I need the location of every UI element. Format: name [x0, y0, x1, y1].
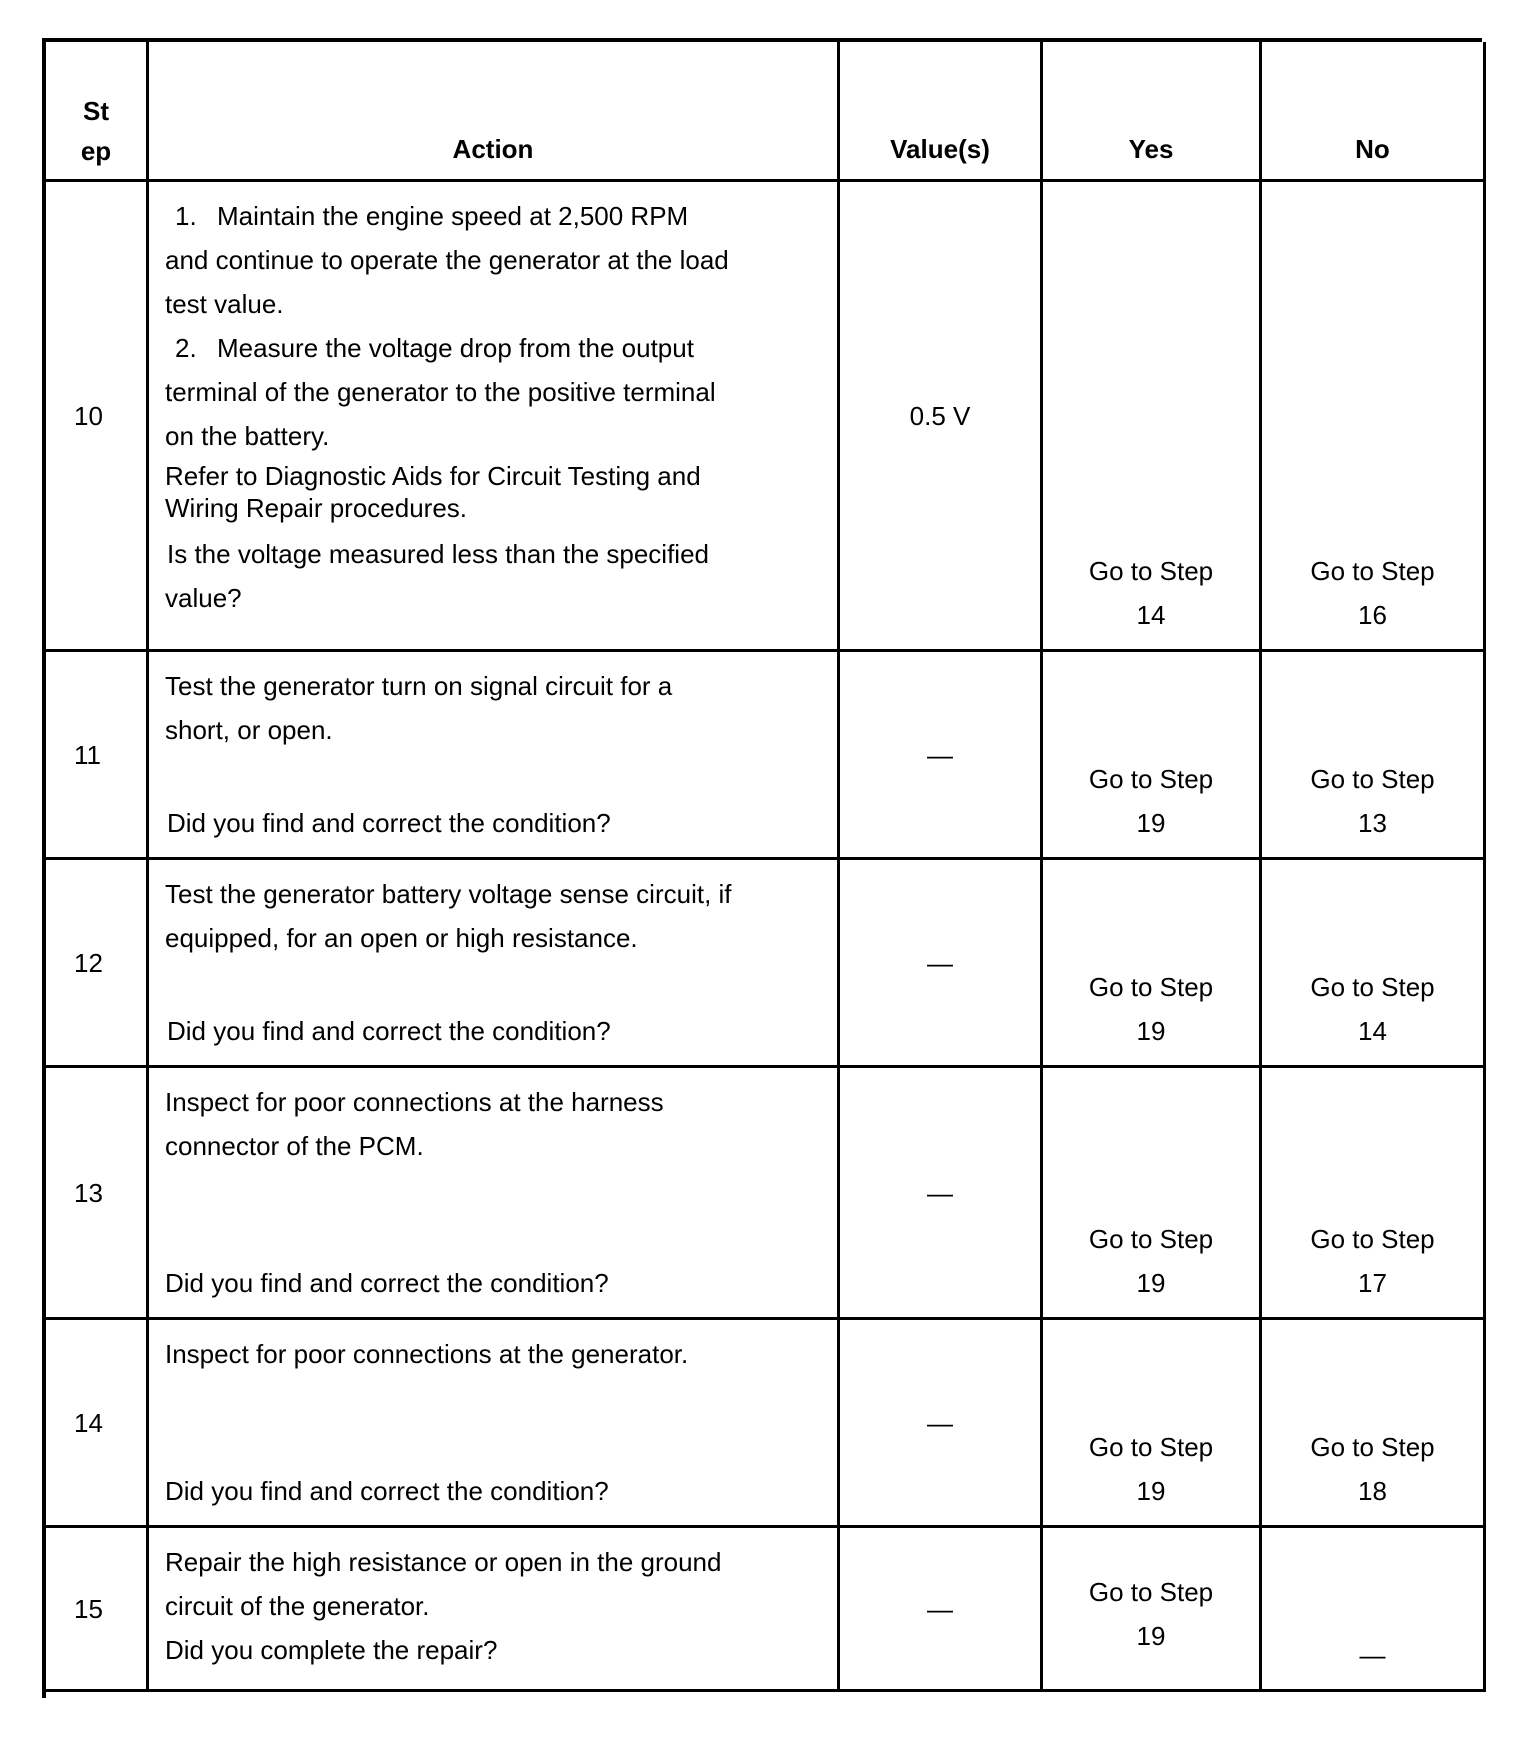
header-no: No — [1262, 42, 1486, 182]
action-text: Inspect for poor connections at the harness — [165, 1087, 664, 1117]
yes-cell — [1043, 1320, 1262, 1528]
goto-step: 13 — [1358, 808, 1387, 838]
goto-label: Go to Step — [1088, 1576, 1214, 1607]
step-number: 10 — [46, 182, 149, 652]
header-step-line2: ep — [80, 136, 112, 166]
goto-label: Go to Step — [1310, 1224, 1435, 1254]
list-number: 1. — [175, 201, 197, 231]
action-cell — [149, 182, 840, 652]
header-step-line1: St — [83, 96, 109, 126]
action-text: Maintain the engine speed at 2,500 RPM — [217, 201, 689, 231]
question-text: Did you find and correct the condition? — [165, 1268, 609, 1298]
action-text: short, or open. — [165, 715, 333, 745]
header-action: Action — [149, 42, 840, 182]
step-number: 15 — [46, 1528, 149, 1692]
note-text: Wiring Repair procedures. — [165, 493, 468, 523]
action-cell — [149, 1320, 840, 1528]
question-text: Did you find and correct the condition? — [167, 808, 611, 838]
note-text: Refer to Diagnostic Aids for Circuit Testing and — [165, 461, 701, 491]
yes-cell — [1043, 860, 1262, 1068]
question-text: Did you find and correct the condition? — [167, 1016, 611, 1046]
step-number: 11 — [46, 652, 149, 860]
question-text: Did you complete the repair? — [165, 1635, 498, 1665]
goto-label: Go to Step — [1088, 972, 1214, 1002]
list-number: 2. — [175, 333, 197, 363]
action-cell — [149, 652, 840, 860]
action-cell — [149, 1068, 840, 1320]
value-cell: — — [840, 652, 1043, 860]
goto-label: Go to Step — [1310, 1432, 1435, 1462]
question-text: Is the voltage measured less than the specified — [167, 539, 709, 569]
yes-cell — [1043, 652, 1262, 860]
action-text: on the battery. — [165, 421, 330, 451]
no-cell — [1262, 860, 1486, 1068]
header-values: Value(s) — [840, 42, 1043, 182]
goto-step: 19 — [1136, 1016, 1166, 1046]
goto-step: 19 — [1136, 1268, 1166, 1298]
goto-label: Go to Step — [1310, 972, 1435, 1002]
goto-label: Go to Step — [1310, 556, 1435, 586]
diagnostic-table — [42, 38, 1482, 1698]
action-cell — [149, 860, 840, 1068]
goto-label: Go to Step — [1088, 556, 1214, 586]
action-text: connector of the PCM. — [165, 1131, 424, 1161]
no-cell — [1262, 1320, 1486, 1528]
value-cell: — — [840, 1320, 1043, 1528]
goto-step: 19 — [1136, 1476, 1166, 1506]
action-text: Test the generator turn on signal circuit for a — [165, 671, 673, 701]
goto-step: 18 — [1358, 1476, 1387, 1506]
question-text: value? — [165, 583, 242, 613]
header-step — [46, 42, 149, 182]
action-text: terminal of the generator to the positive terminal — [165, 377, 716, 407]
yes-cell — [1043, 182, 1262, 652]
goto-step: 19 — [1136, 1620, 1166, 1651]
goto-step: 17 — [1358, 1268, 1387, 1298]
action-text: test value. — [165, 289, 284, 319]
no-value: — — [1359, 1640, 1386, 1670]
question-text: Did you find and correct the condition? — [165, 1476, 609, 1506]
goto-label: Go to Step — [1088, 1224, 1214, 1254]
value-cell: — — [840, 860, 1043, 1068]
action-text: Measure the voltage drop from the output — [217, 333, 694, 363]
value-cell: — — [840, 1528, 1043, 1692]
goto-label: Go to Step — [1088, 1432, 1214, 1462]
action-text: and continue to operate the generator at the load — [165, 245, 729, 275]
no-cell — [1262, 182, 1486, 652]
action-text: Inspect for poor connections at the generator. — [165, 1339, 689, 1369]
action-text: Test the generator battery voltage sense circuit, if — [165, 879, 732, 909]
value-cell: — — [840, 1068, 1043, 1320]
action-text: Repair the high resistance or open in the ground — [165, 1547, 722, 1577]
step-number: 13 — [46, 1068, 149, 1320]
goto-label: Go to Step — [1310, 764, 1435, 794]
goto-label: Go to Step — [1088, 764, 1214, 794]
goto-step: 14 — [1136, 600, 1166, 630]
action-cell — [149, 1528, 840, 1692]
goto-step: 19 — [1136, 808, 1166, 838]
action-text: circuit of the generator. — [165, 1591, 430, 1621]
value-cell: 0.5 V — [840, 182, 1043, 652]
header-yes: Yes — [1043, 42, 1262, 182]
yes-cell — [1043, 1528, 1262, 1692]
action-text: equipped, for an open or high resistance. — [165, 923, 638, 953]
no-cell — [1262, 1528, 1486, 1692]
goto-step: 16 — [1358, 600, 1387, 630]
goto-step: 14 — [1358, 1016, 1387, 1046]
yes-cell — [1043, 1068, 1262, 1320]
no-cell — [1262, 652, 1486, 860]
no-cell — [1262, 1068, 1486, 1320]
step-number: 14 — [46, 1320, 149, 1528]
step-number: 12 — [46, 860, 149, 1068]
